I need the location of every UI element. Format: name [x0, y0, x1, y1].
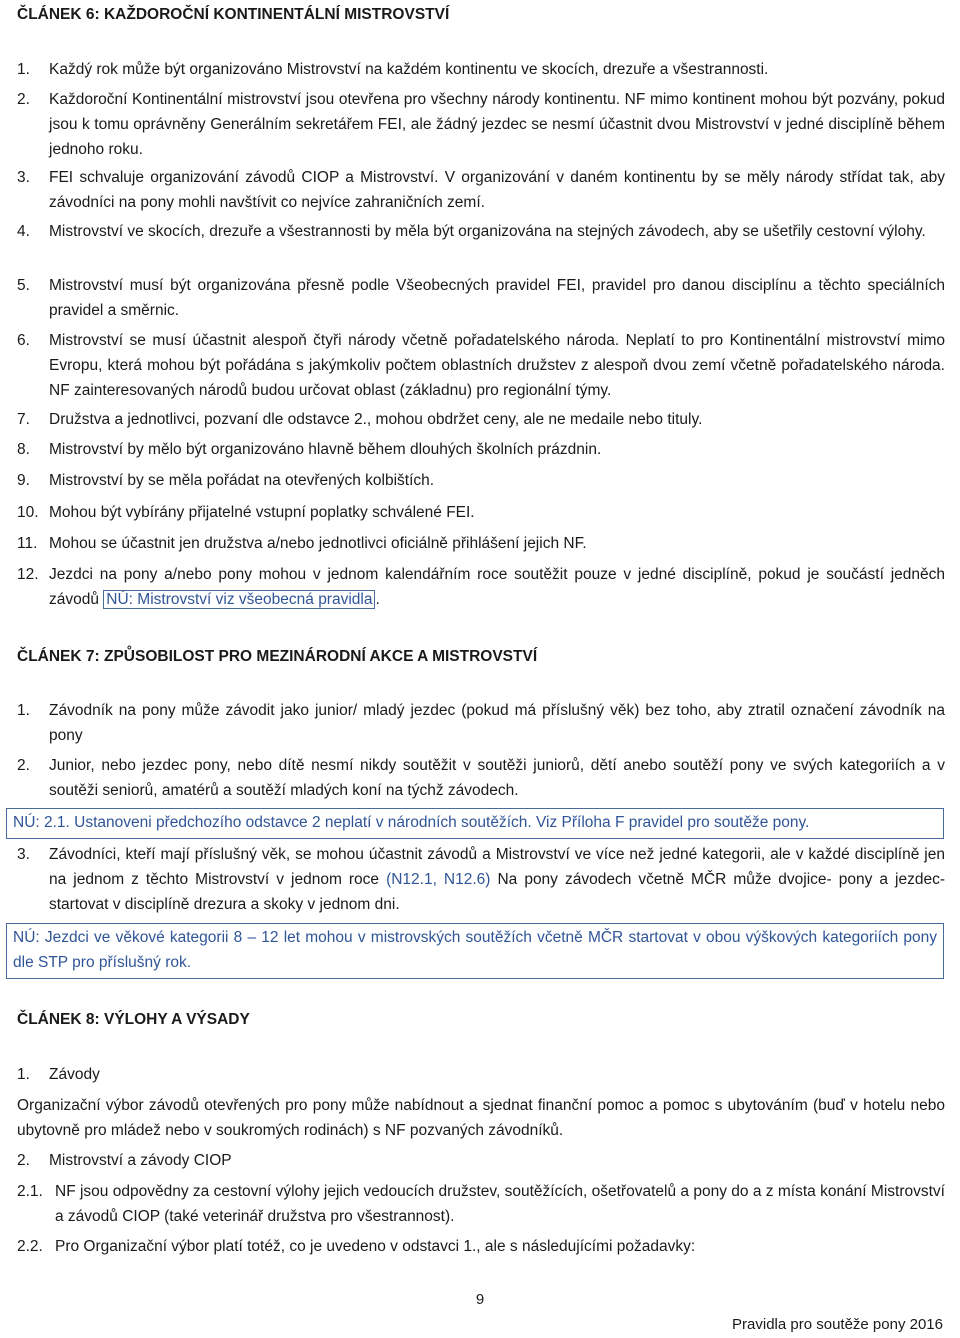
document-title-footer: Pravidla pro soutěže pony 2016 — [732, 1316, 943, 1333]
art6-item-7: 7. Družstva a jednotlivci, pozvaní dle odstavce 2., mohou obdržet ceny, ale ne medaile nebo tituly. — [17, 411, 703, 428]
rule-reference: (N12.1, N12.6) — [386, 870, 491, 888]
art6-item-8: 8. Mistrovství by mělo být organizováno hlavně během dlouhých školních prázdnin. — [17, 441, 602, 458]
art7-item-3: 3. Závodníci, kteří mají příslušný věk, se mohou účastnit závodů a Mistrovství ve více než jedné kategorii, ale v každé disciplíně jen na jednom z těchto Mistrovství v jednom roce (N12.1, N12.6) Na pony závodech včetně MČR může dvojice- pony a jezdec- startovat v disciplíně drezura a skoky v jednom dni. — [17, 846, 945, 913]
art8-paragraph-1: Organizační výbor závodů otevřených pro pony může nabídnout a sjednat finanční pomoc a pomoc s ubytováním (buď v hotelu nebo ubytovně pro mládež nebo v soukromých rodinách) s NF pozvaných závodníků. — [17, 1097, 945, 1139]
art8-item-2-1: 2.1. NF jsou odpovědny za cestovní výlohy jejich vedoucích družstev, soutěžících, ošetřovatelů a pony do a z místa konání Mistrovství a závodů CIOP (také veterinář družstva pro všestrannost). — [17, 1183, 945, 1225]
art6-item-6: 6. Mistrovství se musí účastnit alespoň čtyři národy včetně pořadatelského národa. Neplatí to pro Kontinentální mistrovství mimo Evropu, která mohou být pořádána s jakýmkoliv počtem oblastních družstev z alespoň dvou zemí včetně pořadatelského národa. NF zainteresovaných národů budou určovat oblast (základnu) pro regionální týmy. — [17, 332, 945, 399]
art6-item-3: 3. FEI schvaluje organizování závodů CIOP a Mistrovství. V organizování v daném kontinentu by se měly národy střídat tak, aby závodníci na pony mohli navštívit co nejvíce zahraničních zemí. — [17, 169, 945, 211]
art6-item-5: 5. Mistrovství musí být organizována přesně podle Všeobecných pravidel FEI, pravidel pro danou disciplínu a těchto speciálních pravidel a směrnic. — [17, 277, 945, 319]
nu-note-inline: NÚ: Mistrovství viz všeobecná pravidla — [103, 590, 375, 609]
nu-note-box-2: NÚ: Jezdci ve věkové kategorii 8 – 12 let mohou v mistrovských soutěžích včetně MČR startovat v obou výškových kategoriích pony dle STP pro příslušný rok. — [6, 923, 944, 979]
art6-item-11: 11. Mohou se účastnit jen družstva a/nebo jednotlivci oficiálně přihlášení jejich NF. — [17, 535, 587, 552]
art8-item-1: 1. Závody — [17, 1066, 100, 1083]
art7-item-1: 1. Závodník na pony může závodit jako junior/ mladý jezdec (pokud má příslušný věk) bez toho, aby ztratil označení závodník na pony — [17, 702, 945, 744]
art6-item-2: 2. Každoroční Kontinentální mistrovství jsou otevřena pro všechny národy kontinentu. NF mimo kontinent mohou být pozvány, pokud jsou k tomu oprávněny Generálním sekretářem FEI, ale žádný jezdec se nesmí účastnit dvou Mistrovství v jedné disciplíně během jednoho roku. — [17, 91, 945, 158]
art7-item-2: 2. Junior, nebo jezdec pony, nebo dítě nesmí nikdy soutěžit v soutěži juniorů, dětí anebo soutěží pony ve svých kategoriích a v soutěži seniorů, amatérů a soutěží mladých koní na týchž závodech. — [17, 757, 945, 799]
art8-item-2-2: 2.2. Pro Organizační výbor platí totéž, co je uvedeno v odstavci 1., ale s následujícími požadavky: — [17, 1238, 696, 1255]
art8-item-2: 2. Mistrovství a závody CIOP — [17, 1152, 232, 1169]
article-8-heading: ČLÁNEK 8: VÝLOHY A VÝSADY — [17, 1011, 250, 1028]
nu-note-box-1: NÚ: 2.1. Ustanoveni předchozího odstavce 2 neplatí v národních soutěžích. Viz Příloha F pravidel pro soutěže pony. — [6, 808, 944, 839]
art6-item-12: 12. Jezdci na pony a/nebo pony mohou v jednom kalendářním roce soutěžit pouze v jedné disciplíně, pokud je součástí jedněch závodů NÚ: Mistrovství viz všeobecná pravidla . — [17, 566, 945, 608]
page-number: 9 — [475, 1291, 485, 1308]
art6-item-1: 1. Každý rok může být organizováno Mistrovství na každém kontinentu ve skocích, drezuře a všestrannosti. — [17, 61, 769, 78]
article-7-heading: ČLÁNEK 7: ZPŮSOBILOST PRO MEZINÁRODNÍ AKCE A MISTROVSTVÍ — [17, 648, 538, 665]
art6-item-4: 4. Mistrovství ve skocích, drezuře a všestrannosti by měla být organizována na stejných závodech, aby se ušetřily cestovní výlohy. — [17, 223, 926, 240]
art6-item-9: 9. Mistrovství by se měla pořádat na otevřených kolbištích. — [17, 472, 435, 489]
article-6-heading: ČLÁNEK 6: KAŽDOROČNÍ KONTINENTÁLNÍ MISTROVSTVÍ — [17, 6, 450, 23]
art6-item-10: 10. Mohou být vybírány přijatelné vstupní poplatky schválené FEI. — [17, 504, 475, 521]
